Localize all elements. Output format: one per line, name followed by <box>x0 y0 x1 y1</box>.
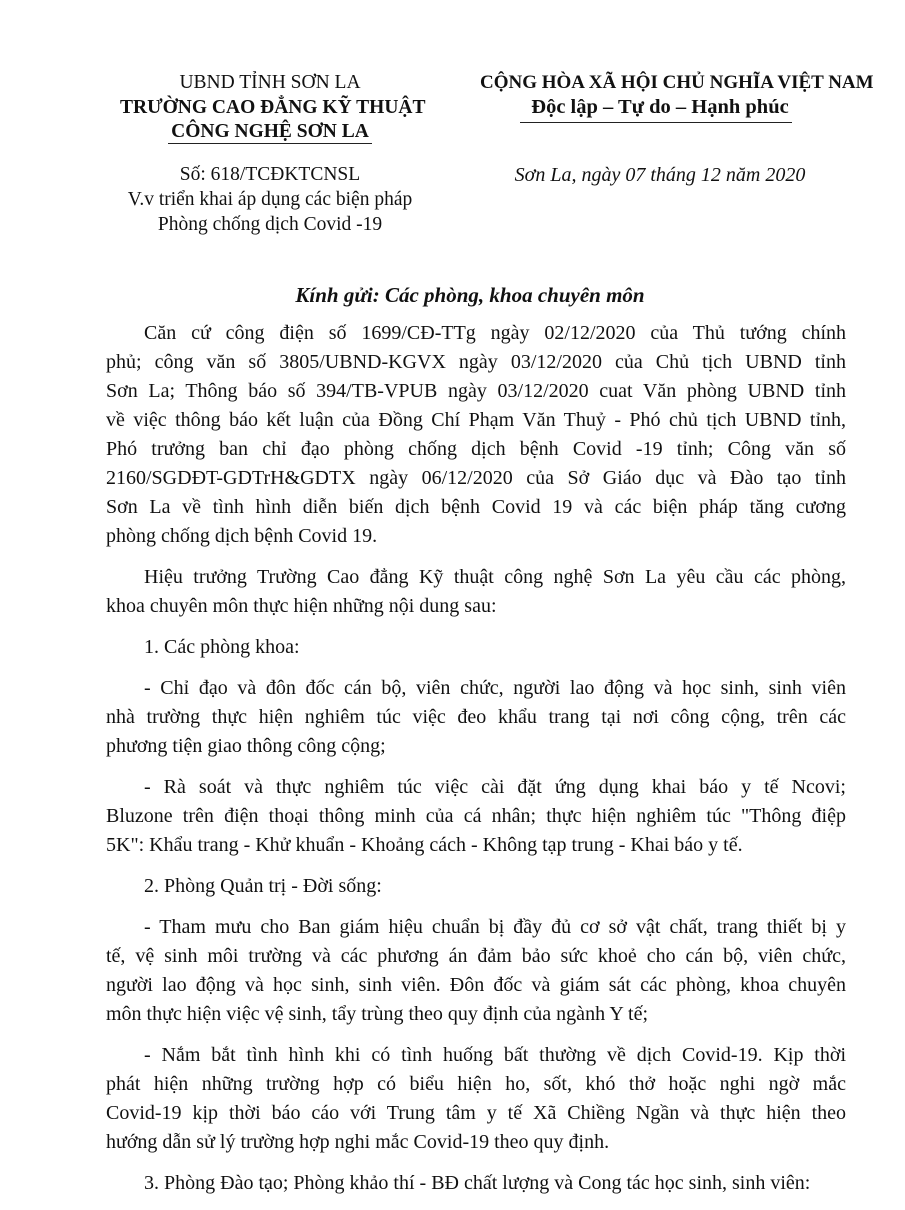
paragraph <box>106 319 846 551</box>
paragraph-line: Sơn La; Thông báo số 394/TB-VPUB ngày 03/12/2020 cuat Văn phòng UBND tỉnh <box>106 380 846 402</box>
document-body <box>106 319 846 1210</box>
school-name-line2: CÔNG NGHỆ SƠN LA <box>171 121 369 142</box>
paragraph-line: 2160/SGDĐT-GDTrH&GDTX ngày 06/12/2020 của Sở Giáo dục và Đào tạo tỉnh <box>106 467 846 489</box>
paragraph-line: Sơn La về tình hình diễn biến dịch bệnh Covid 19 và các biện pháp tăng cương <box>106 496 846 518</box>
paragraph-line: phủ; công văn số 3805/UBND-KGVX ngày 03/12/2020 của Chủ tịch UBND tỉnh <box>106 351 846 373</box>
paragraph-line: Covid-19 kịp thời báo cáo với Trung tâm y tế Xã Chiềng Ngần và thực hiện theo <box>106 1102 846 1124</box>
paragraph-line: nhà trường thực hiện nghiêm túc việc đeo khẩu trang tại nơi công cộng, trên các <box>106 706 846 728</box>
paragraph-line: - Nắm bắt tình hình khi có tình huống bất thường về dịch Covid-19. Kịp thời <box>144 1044 846 1066</box>
paragraph-line: Phó trưởng ban chỉ đạo phòng chống dịch bệnh Covid -19 tỉnh; Công văn số <box>106 438 846 460</box>
paragraph-line: môn thực hiện việc vệ sinh, tẩy trùng theo quy định của ngành Y tế; <box>106 1003 649 1025</box>
paragraph-line: Bluzone trên điện thoại thông minh của cá nhân; thực hiện nghiêm túc "Thông điệp <box>106 805 846 827</box>
issuing-agency: UBND TỈNH SƠN LA <box>179 72 361 93</box>
paragraph-line: phòng chống dịch bệnh Covid 19. <box>106 525 378 547</box>
paragraph <box>106 633 846 662</box>
paragraph <box>106 872 846 901</box>
paragraph-line: khoa chuyên môn thực hiện những nội dung sau: <box>106 595 497 617</box>
paragraph <box>106 1041 846 1157</box>
paragraph-line: Căn cứ công điện số 1699/CĐ-TTg ngày 02/12/2020 của Thủ tướng chính <box>144 322 846 344</box>
place-date: Sơn La, ngày 07 tháng 12 năm 2020 <box>514 164 806 186</box>
paragraph-line: người lao động và học sinh, sinh viên. Đôn đốc và giám sát các phòng, khoa chuyên <box>106 974 846 996</box>
paragraph-line: - Chỉ đạo và đôn đốc cán bộ, viên chức, người lao động và học sinh, sinh viên <box>144 677 846 699</box>
motto-underline <box>520 122 792 123</box>
paragraph <box>106 773 846 860</box>
paragraph-line: - Rà soát và thực nghiêm túc việc cài đặt ứng dụng khai báo y tế Ncovi; <box>144 776 846 798</box>
school-name-line1: TRƯỜNG CAO ĐẲNG KỸ THUẬT <box>120 97 426 118</box>
paragraph-line: 5K": Khẩu trang - Khử khuẩn - Khoảng cách - Không tạp trung - Khai báo y tế. <box>106 834 743 856</box>
paragraph-line: hướng dẫn sử lý trường hợp nghi mắc Covid-19 theo quy định. <box>106 1131 610 1153</box>
paragraph <box>106 913 846 1029</box>
paragraph-line: phương tiện giao thông công cộng; <box>106 735 386 757</box>
national-title: CỘNG HÒA XÃ HỘI CHỦ NGHĨA VIỆT NAM <box>480 72 874 93</box>
paragraph-line: 3. Phòng Đào tạo; Phòng khảo thí - BĐ chất lượng và Cong tác học sinh, sinh viên: <box>144 1172 811 1194</box>
paragraph-line: phát hiện những trường hợp có biểu hiện ho, sốt, khó thở hoặc nghi ngờ mắc <box>106 1073 846 1095</box>
national-motto: Độc lập – Tự do – Hạnh phúc <box>531 96 789 118</box>
paragraph-line: - Tham mưu cho Ban giám hiệu chuẩn bị đầy đủ cơ sở vật chất, trang thiết bị y <box>144 916 846 938</box>
paragraph-line: 1. Các phòng khoa: <box>144 636 300 658</box>
paragraph-line: 2. Phòng Quản trị - Đời sống: <box>144 875 382 897</box>
subject-line1: V.v triển khai áp dụng các biện pháp <box>127 189 413 210</box>
recipient-line: Kính gửi: Các phòng, khoa chuyên môn <box>295 283 645 307</box>
school-underline <box>168 143 372 144</box>
paragraph <box>106 1169 846 1198</box>
paragraph <box>106 563 846 621</box>
document-number: Số: 618/TCĐKTCNSL <box>179 164 361 185</box>
subject-line2: Phòng chống dịch Covid -19 <box>157 214 383 235</box>
paragraph <box>106 674 846 761</box>
paragraph-line: tế, vệ sinh môi trường và các phương án đảm bảo sức khoẻ cho cán bộ, viên chức, <box>106 945 846 967</box>
paragraph-line: về việc thông báo kết luận của Đồng Chí Phạm Văn Thuỷ - Phó chủ tịch UBND tỉnh, <box>106 409 846 431</box>
paragraph-line: Hiệu trưởng Trường Cao đẳng Kỹ thuật công nghệ Sơn La yêu cầu các phòng, <box>144 566 846 588</box>
